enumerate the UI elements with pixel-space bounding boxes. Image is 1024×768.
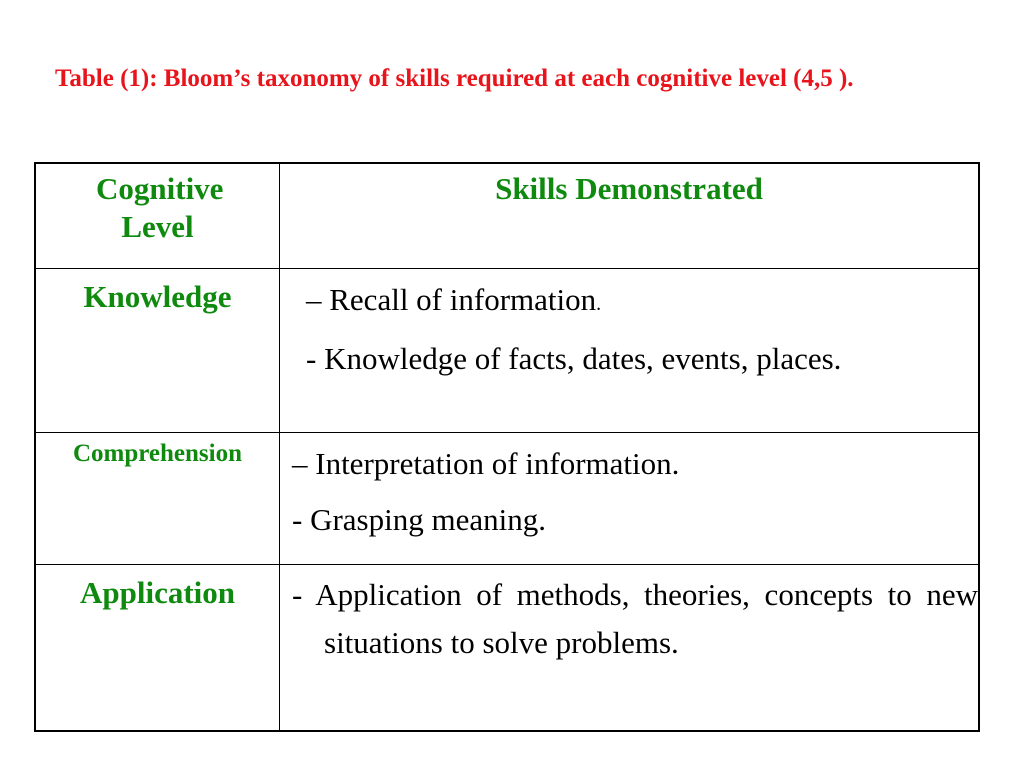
level-application: Application (79, 575, 236, 610)
header-skills-label: Skills Demonstrated (495, 171, 763, 206)
skill-item: - Application of methods, theories, concepts to new situations to solve problems. (292, 577, 978, 660)
level-comprehension: Comprehension (72, 440, 242, 467)
table-row (36, 565, 978, 730)
header-cell-skills (280, 164, 978, 268)
skill-item: - Grasping meaning. (292, 502, 546, 537)
skill-item: – Recall of information. (306, 282, 602, 317)
header-level-label: Cognitive Level (96, 171, 224, 244)
skills-cell (280, 433, 978, 564)
skill-item: - Knowledge of facts, dates, events, places. (306, 341, 842, 376)
level-knowledge: Knowledge (83, 279, 232, 314)
table-header-row (36, 164, 978, 269)
level-cell (36, 565, 280, 730)
skills-cell (280, 269, 978, 432)
skills-cell (280, 565, 978, 730)
header-cell-level (36, 164, 280, 268)
level-cell (36, 433, 280, 564)
bloom-taxonomy-table (34, 162, 980, 732)
level-cell (36, 269, 280, 432)
skill-item: – Interpretation of information. (292, 446, 680, 481)
table-row (36, 269, 978, 433)
table-caption: Table (1): Bloom’s taxonomy of skills required at each cognitive level (4,5 ). (55, 65, 854, 92)
table-row (36, 433, 978, 565)
